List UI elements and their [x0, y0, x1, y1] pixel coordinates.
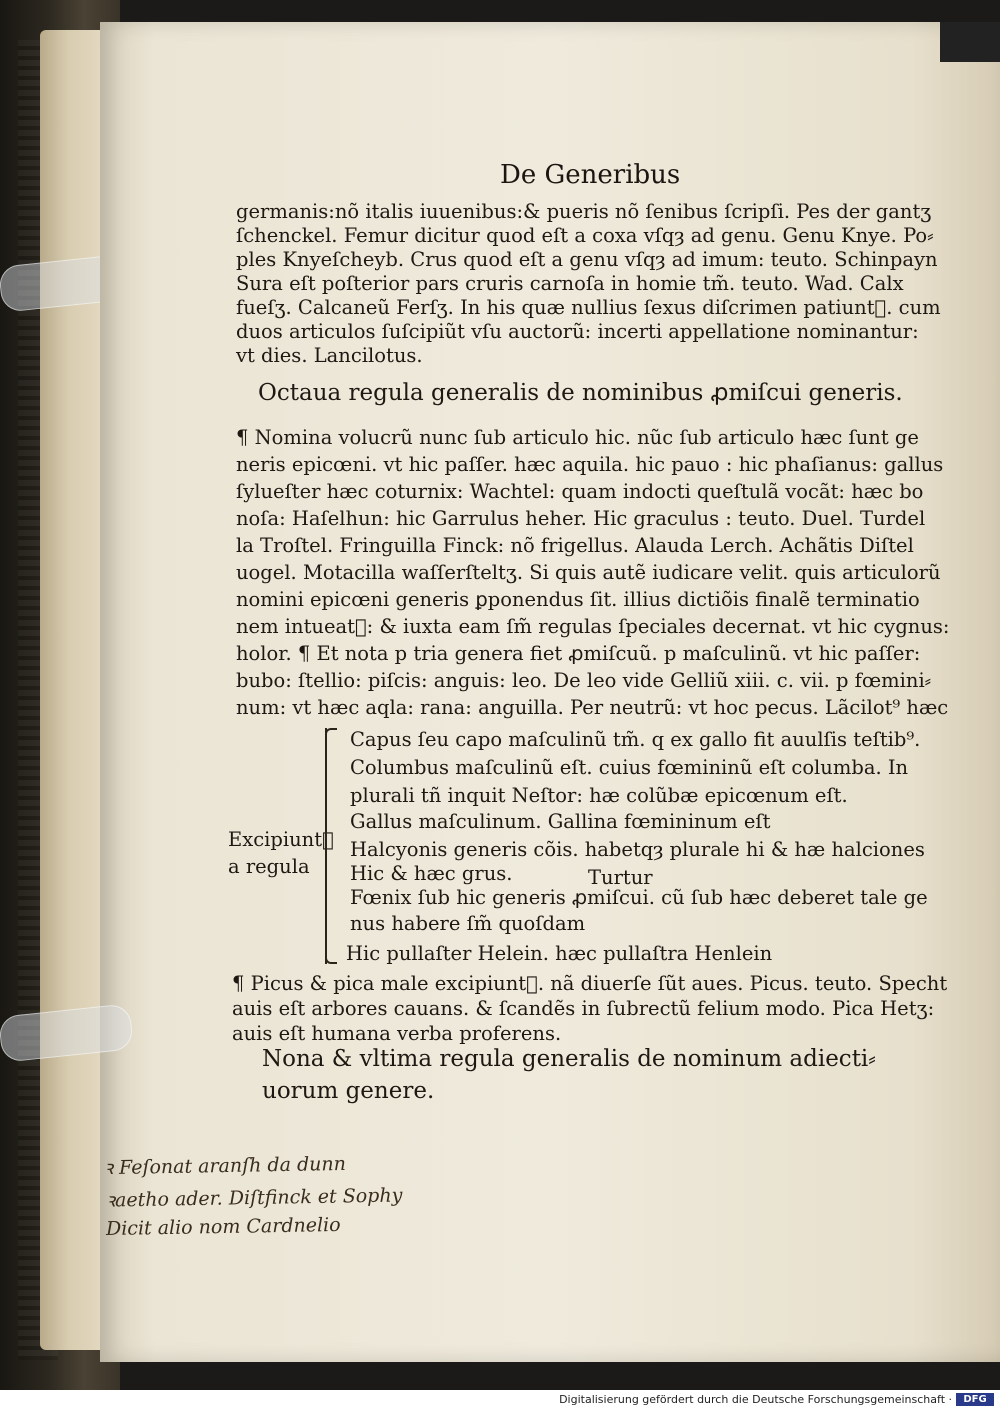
body-line-4: Sura eſt poſterior pars cruris carnoſa in homie tm̃. teuto. Wad. Calx [236, 272, 904, 295]
picus-line-2: auis eſt arbores cauans. & ſcandẽs in ſubrectũ felium modo. Pica Hetʒ: [232, 997, 935, 1020]
picus-line-3: auis eſt humana verba proferens. [232, 1022, 562, 1045]
heading-rule-8: Octaua regula generalis de nominibus ꝓmiſcui generis. [258, 380, 903, 406]
exception-line-6: Hic & hæc grus. [350, 862, 513, 885]
rule8-line-9: holor. ¶ Et nota p tria genera fiet ꝓmiſcuũ. p maſculinũ. vt hic paſſer: [236, 642, 921, 665]
heading-rule-9-line1: Nona & vltima regula generalis de nominum adiecti⸗ [262, 1046, 876, 1072]
rule8-line-5: la Troſtel. Fringuilla Finck: nõ frigellus. Alauda Lerch. Achãtis Diſtel [236, 534, 914, 557]
marginalia-line3: Dicit alio nom Cardnelio [105, 1213, 341, 1241]
body-line-2: ſchenckel. Femur dicitur quod eſt a coxa vſqȝ ad genu. Genu Knye. Po⸗ [236, 224, 934, 247]
body-line-6: duos articulos ſuſcipiũt vſu auctorũ: incerti appellatione nominantur: [236, 320, 919, 343]
exceptions-bracket [325, 728, 347, 964]
running-header: De Generibus [500, 160, 681, 190]
body-line-3: ples Knyeſcheyb. Crus quod eſt a genu vſqȝ ad imum: teuto. Schinpayn [236, 248, 938, 271]
rule8-line-1: ¶ Nomina volucrũ nunc ſub articulo hic. nũc ſub articulo hæc ſunt ge [236, 426, 919, 449]
exception-line-7: Turtur [588, 866, 653, 889]
exception-line-10: Hic pullaſter Helein. hæc pullaſtra Henlein [346, 942, 773, 965]
heading-rule-9-line2: uorum genere. [262, 1078, 435, 1104]
dfg-logo: DFG [956, 1393, 994, 1406]
rule8-line-3: ſylueſter hæc coturnix: Wachtel: quam indocti queſtulã vocãt: hæc bo [236, 480, 924, 503]
body-line-1: germanis:nõ italis iuuenibus:& pueris nõ ſenibus ſcripſi. Pes der gantʒ [236, 200, 932, 223]
exception-line-3: plurali tñ inquit Neſtor: hæ colũbæ epicœnum eſt. [350, 784, 848, 807]
rule8-line-11: num: vt hæc aqla: rana: anguilla. Per neutrũ: vt hoc pecus. Lãcilot⁹ hæc [236, 696, 949, 719]
exceptions-label-line1: Excipiunt᷑ [228, 828, 334, 851]
rule8-line-10: bubo: ſtellio: piſcis: anguis: leo. De leo vide Gelliũ xiii. c. vii. p fœmini⸗ [236, 669, 932, 692]
marginalia-line2: ꝛaetho ader. Diſtfinck et Sophy [105, 1184, 403, 1212]
exception-line-2: Columbus maſculinũ eſt. cuius fœmininũ eſt columba. In [350, 756, 909, 779]
exception-line-4: Gallus maſculinum. Gallina fœmininum eſt [350, 810, 771, 833]
footer-credit: Digitalisierung gefördert durch die Deutsche Forschungsgemeinschaft · [559, 1393, 952, 1406]
body-line-5: fueſʒ. Calcaneũ Ferſʒ. In his quæ nullius ſexus diſcrimen patiunt᷑. cum [236, 296, 941, 319]
corner-shadow [940, 22, 1000, 62]
rule8-line-2: neris epicœni. vt hic paſſer. hæc aquila. hic pauo : hic phaſianus: gallus [236, 453, 944, 476]
exception-line-9: nus habere ſm̃ quoſdam [350, 912, 586, 935]
picus-line-1: ¶ Picus & pica male excipiunt᷑. nã diuerſe ſũt aues. Picus. teuto. Specht [232, 972, 948, 995]
exception-line-5: Halcyonis generis cõis. habetqȝ plurale hi & hæ halciones [350, 838, 925, 861]
exceptions-label-line2: a regula [228, 855, 310, 878]
rule8-line-4: noſa: Haſelhun: hic Garrulus heher. Hic graculus : teuto. Duel. Turdel [236, 507, 926, 530]
exception-line-1: Capus ſeu capo maſculinũ tm̃. q ex gallo fit auulſis teſtib⁹. [350, 728, 921, 751]
rule8-line-7: nomini epicœni generis ꝑponendus ſit. illius dictiõis finalẽ terminatio [236, 588, 920, 611]
rule8-line-6: uogel. Motacilla waſſerſteltʒ. Si quis autẽ iudicare velit. quis articulorũ [236, 561, 941, 584]
exception-line-8: Fœnix ſub hic generis ꝓmiſcui. cũ ſub hæc deberet tale ge [350, 886, 928, 909]
marginalia-line1: ꝛ Feſonat aranſh da dunn [103, 1152, 347, 1180]
rule8-line-8: nem intueat᷑: & iuxta eam ſm̃ regulas ſpeciales decernat. vt hic cygnus: [236, 615, 950, 638]
body-line-7: vt dies. Lancilotus. [236, 344, 423, 367]
